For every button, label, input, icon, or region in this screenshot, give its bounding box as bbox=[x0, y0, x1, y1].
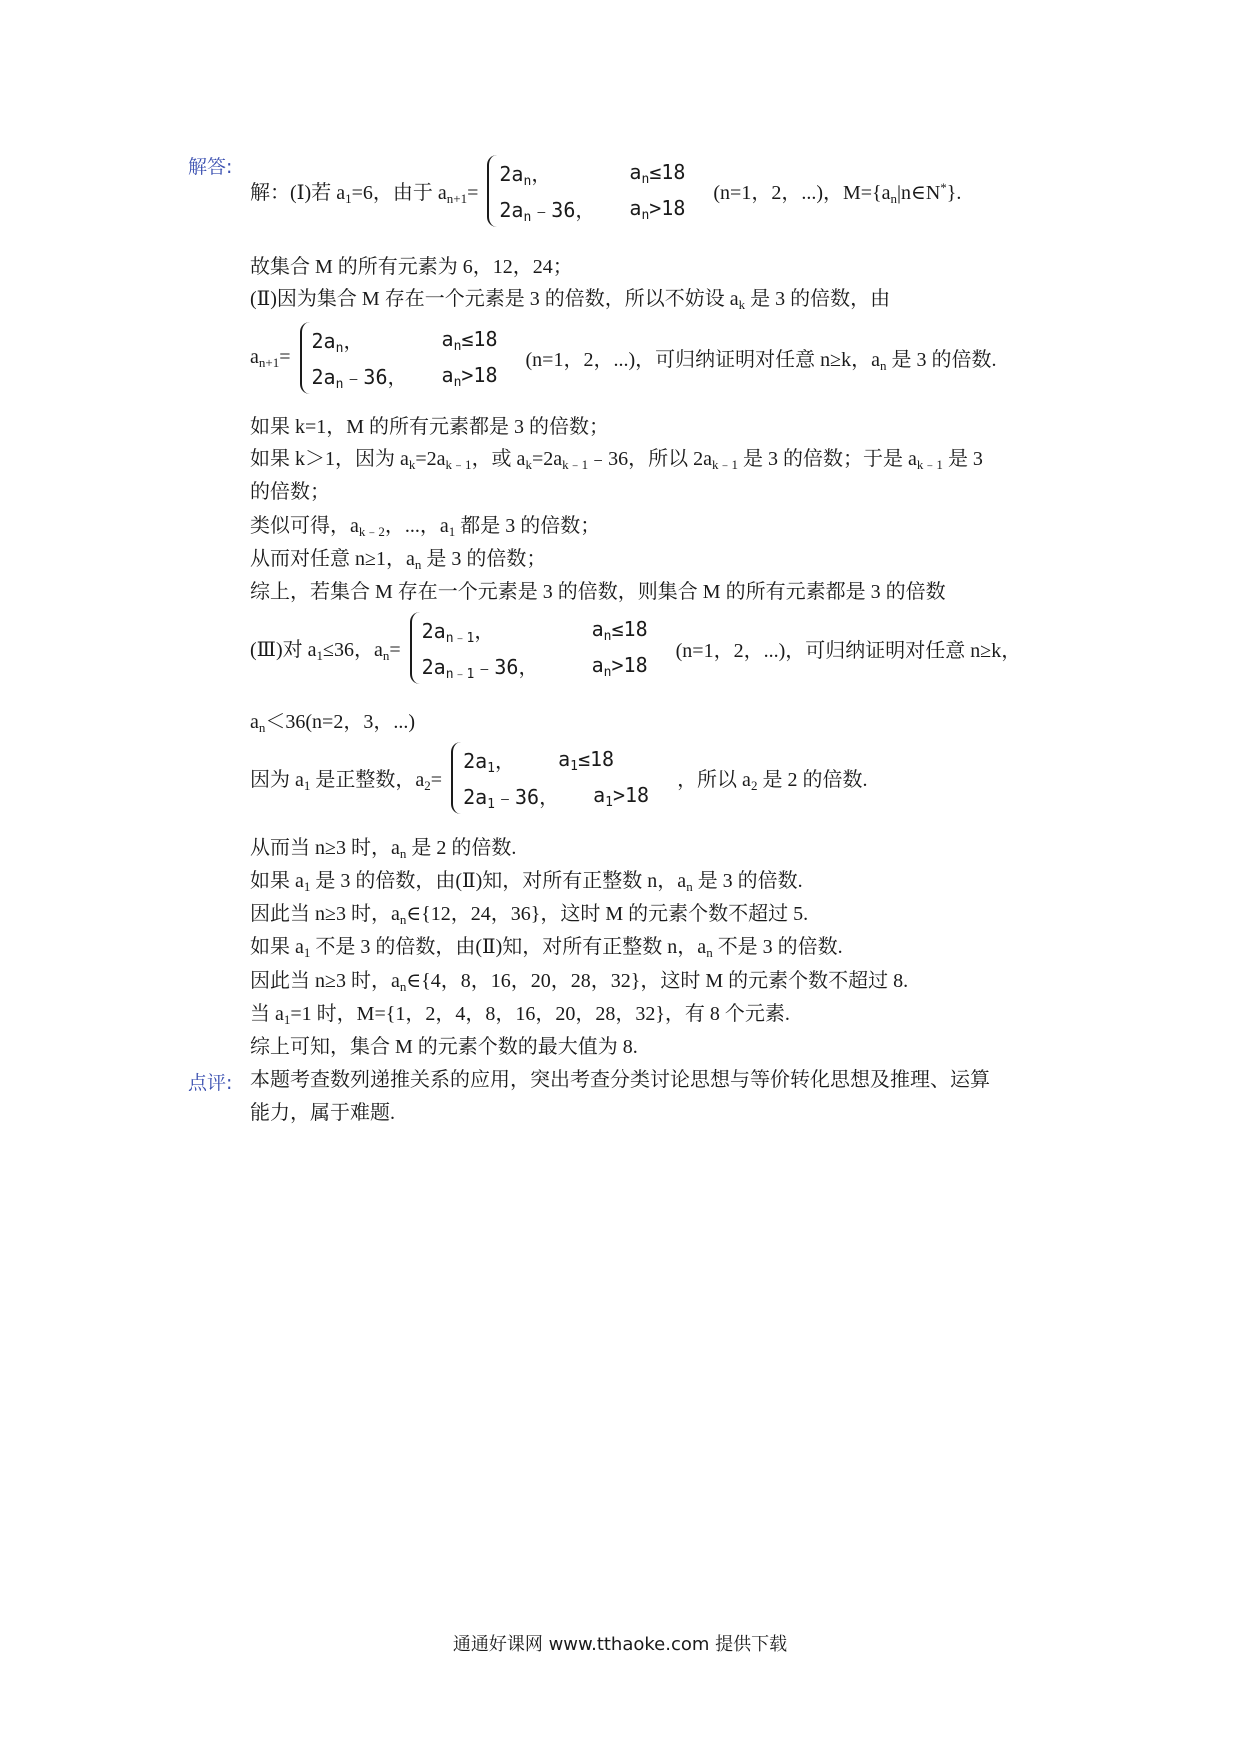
comment-label: 点评: bbox=[188, 1072, 233, 1094]
case-2-cond: $a_n>18$ bbox=[591, 652, 648, 680]
solution-part-1 bbox=[250, 155, 961, 227]
text-line: 如果 $a_1$ 不是 3 的倍数，由(Ⅱ)知，对所有正整数 n，$a_n$ 不是 3 的倍数. bbox=[250, 936, 843, 960]
case-2-cond: $a_n>18$ bbox=[629, 195, 686, 223]
page-footer: 通通好课网 www.tthaoke.com 提供下载 bbox=[452, 1634, 788, 1655]
case-2-expr: $2a_1﹣36$， bbox=[463, 784, 560, 812]
case-1-expr: $2a_{n﹣1}$， bbox=[421, 618, 495, 646]
text-line: 从而对任意 n≥1，$a_n$ 是 3 的倍数； bbox=[250, 548, 547, 572]
case-1-expr: $2a_n$， bbox=[499, 161, 552, 189]
text-line: 如果 k=1，M 的所有元素都是 3 的倍数； bbox=[250, 416, 610, 438]
text-line: 如果 k＞1，因为 $a_k=2a_{k﹣1}$，或 $a_k=2a_{k﹣1}﹣36$，所以 $2a_{k﹣1}$ 是 3 的倍数；于是 $a_{k﹣1}$ 是 3 bbox=[250, 448, 983, 472]
text: ，所以 $a_2$ 是 2 的倍数. bbox=[677, 768, 868, 793]
text-line: 因此当 n≥3 时，$a_n\in\{4$，8，16，20，28，32}，这时 M 的元素个数不超过 8. bbox=[250, 970, 909, 994]
case-1-cond: $a_n\le 18$ bbox=[629, 159, 686, 187]
text-line: 类似可得，$a_{k﹣2}$，...，$a_1$ 都是 3 的倍数； bbox=[250, 515, 601, 539]
piecewise-formula bbox=[487, 155, 704, 227]
case-2-cond: $a_n>18$ bbox=[441, 362, 498, 390]
solution-part-3 bbox=[250, 612, 1021, 684]
a2-formula bbox=[250, 742, 867, 814]
case-2-expr: $2a_{n﹣1}﹣36$， bbox=[421, 654, 539, 682]
case-1-expr: $2a_1$， bbox=[463, 748, 515, 776]
piecewise-formula bbox=[300, 322, 517, 394]
case-1-cond: $a_n\le 18$ bbox=[441, 326, 498, 354]
case-1-expr: $2a_n$， bbox=[311, 328, 364, 356]
text-line: 综上可知，集合 M 的元素个数的最大值为 8. bbox=[250, 1036, 638, 1058]
text: (n=1，2，...)，$M=\{a_n|n\in N^*\}$. bbox=[713, 179, 962, 206]
piecewise-formula bbox=[451, 742, 668, 814]
text-line: 因此当 n≥3 时，$a_n\in\{12$，24，36}，这时 M 的元素个数不超过 5. bbox=[250, 903, 809, 927]
piecewise-formula bbox=[410, 612, 667, 684]
text-line: 如果 $a_1$ 是 3 的倍数，由(Ⅱ)知，对所有正整数 n，$a_n$ 是 3 的倍数. bbox=[250, 870, 803, 894]
case-1-cond: $a_n\le 18$ bbox=[591, 616, 648, 644]
text: (Ⅲ)对 $a_1\le 36$，$a_n=$ bbox=[250, 638, 401, 663]
comment-text: 本题考查数列递推关系的应用，突出考查分类讨论思想与等价转化思想及推理、运算 bbox=[250, 1069, 990, 1091]
case-2-expr: $2a_n﹣36$， bbox=[311, 364, 408, 392]
comment-text: 能力，属于难题. bbox=[250, 1102, 395, 1124]
text-line: 故集合 M 的所有元素为 6，12，24； bbox=[250, 256, 573, 278]
recurrence-formula bbox=[250, 322, 996, 394]
text: 解：(Ⅰ)若 $a_1=6$，由于 $a_{n+1}=$ bbox=[250, 181, 479, 206]
text: $a_{n+1}=$ bbox=[250, 345, 291, 370]
text: (n=1，2，...)，可归纳证明对任意 n≥k，$a_n$ 是 3 的倍数. bbox=[525, 348, 997, 373]
text: 因为 $a_1$ 是正整数，$a_2=$ bbox=[250, 768, 443, 793]
answer-label: 解答: bbox=[188, 156, 233, 178]
text-line: 当 $a_1=1$ 时，M={1，2，4，8，16，20，28，32}，有 8 个元素. bbox=[250, 1003, 790, 1027]
text-line: 的倍数； bbox=[250, 481, 330, 503]
text-line: $a_n<36(n=2$，3，...) bbox=[250, 711, 415, 735]
case-2-expr: $2a_n﹣36$， bbox=[499, 197, 596, 225]
text-line: 综上，若集合 M 存在一个元素是 3 的倍数，则集合 M 的所有元素都是 3 的倍数 bbox=[250, 581, 946, 603]
case-1-cond: $a_1\le 18$ bbox=[558, 746, 615, 774]
text-line: (Ⅱ)因为集合 M 存在一个元素是 3 的倍数，所以不妨设 $a_k$ 是 3 的倍数，由 bbox=[250, 288, 891, 312]
text-line: 从而当 n≥3 时，$a_n$ 是 2 的倍数. bbox=[250, 837, 517, 861]
case-2-cond: $a_1>18$ bbox=[593, 782, 650, 810]
text: (n=1，2，...)，可归纳证明对任意 n≥k， bbox=[675, 639, 1022, 662]
